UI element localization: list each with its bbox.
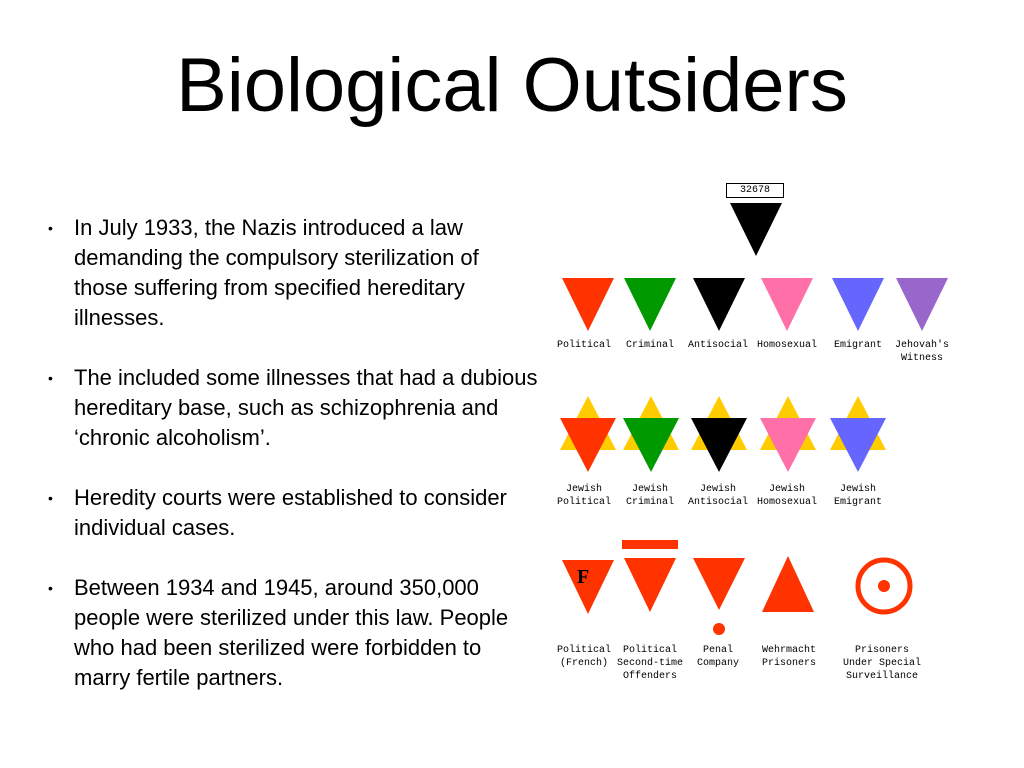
badge-black-triangle-serial [730,203,782,256]
label-jehovahs-witness: Jehovah's Witness [894,340,949,364]
label-political-french: Political (French) [556,645,611,669]
label-political: Political [556,340,611,351]
bullet-text: Heredity courts were established to consider individual cases. [74,485,507,540]
penal-company-dot [713,623,725,635]
repeat-offender-bar [622,540,678,549]
bullet-dot: • [48,580,53,596]
label-political-second-time: Political Second-time Offenders [616,645,683,682]
badge-jehovahs-witness [896,278,948,331]
bullet-dot: • [48,370,53,386]
label-wehrmacht-prisoners: Wehrmacht Prisoners [761,645,816,669]
label-emigrant: Emigrant [833,340,882,351]
label-criminal: Criminal [625,340,674,351]
badge-antisocial [693,278,745,331]
label-special-surveillance: Prisoners Under Special Surveillance [842,645,921,682]
bullet-text: Between 1934 and 1945, around 350,000 people were sterilized under this law. People who had been sterilized were forbidden to marry fertile partners. [74,575,509,690]
label-antisocial: Antisocial [687,340,748,351]
badge-political-second-time [624,558,676,612]
bullet-dot: • [48,490,53,506]
label-jewish-antisocial: Jewish Antisocial [687,484,748,508]
label-jewish-emigrant: Jewish Emigrant [833,484,882,508]
label-homosexual: Homosexual [756,340,817,351]
label-jewish-criminal: Jewish Criminal [625,484,674,508]
bullet-dot: • [48,220,53,236]
badge-criminal [624,278,676,331]
slide-title: Biological Outsiders [176,43,848,128]
bullet-text: In July 1933, the Nazis introduced a law demanding the compulsory sterilization of those suffering from specified hereditary illnesses. [74,215,479,330]
badge-emigrant [832,278,884,331]
label-jewish-political: Jewish Political [556,484,611,508]
special-surveillance-dot [878,580,890,592]
label-penal-company: Penal Company [696,645,739,669]
serial-number-box: 32678 [726,183,784,198]
bullet-text: The included some illnesses that had a dubious hereditary base, such as schizophrenia and ‘chronic alcoholism’. [74,365,538,450]
french-letter: F [577,566,590,588]
badge-political [562,278,614,331]
badge-homosexual [761,278,813,331]
badge-penal-company [693,558,745,610]
badge-wehrmacht-prisoners [762,556,814,612]
label-jewish-homosexual: Jewish Homosexual [756,484,817,508]
